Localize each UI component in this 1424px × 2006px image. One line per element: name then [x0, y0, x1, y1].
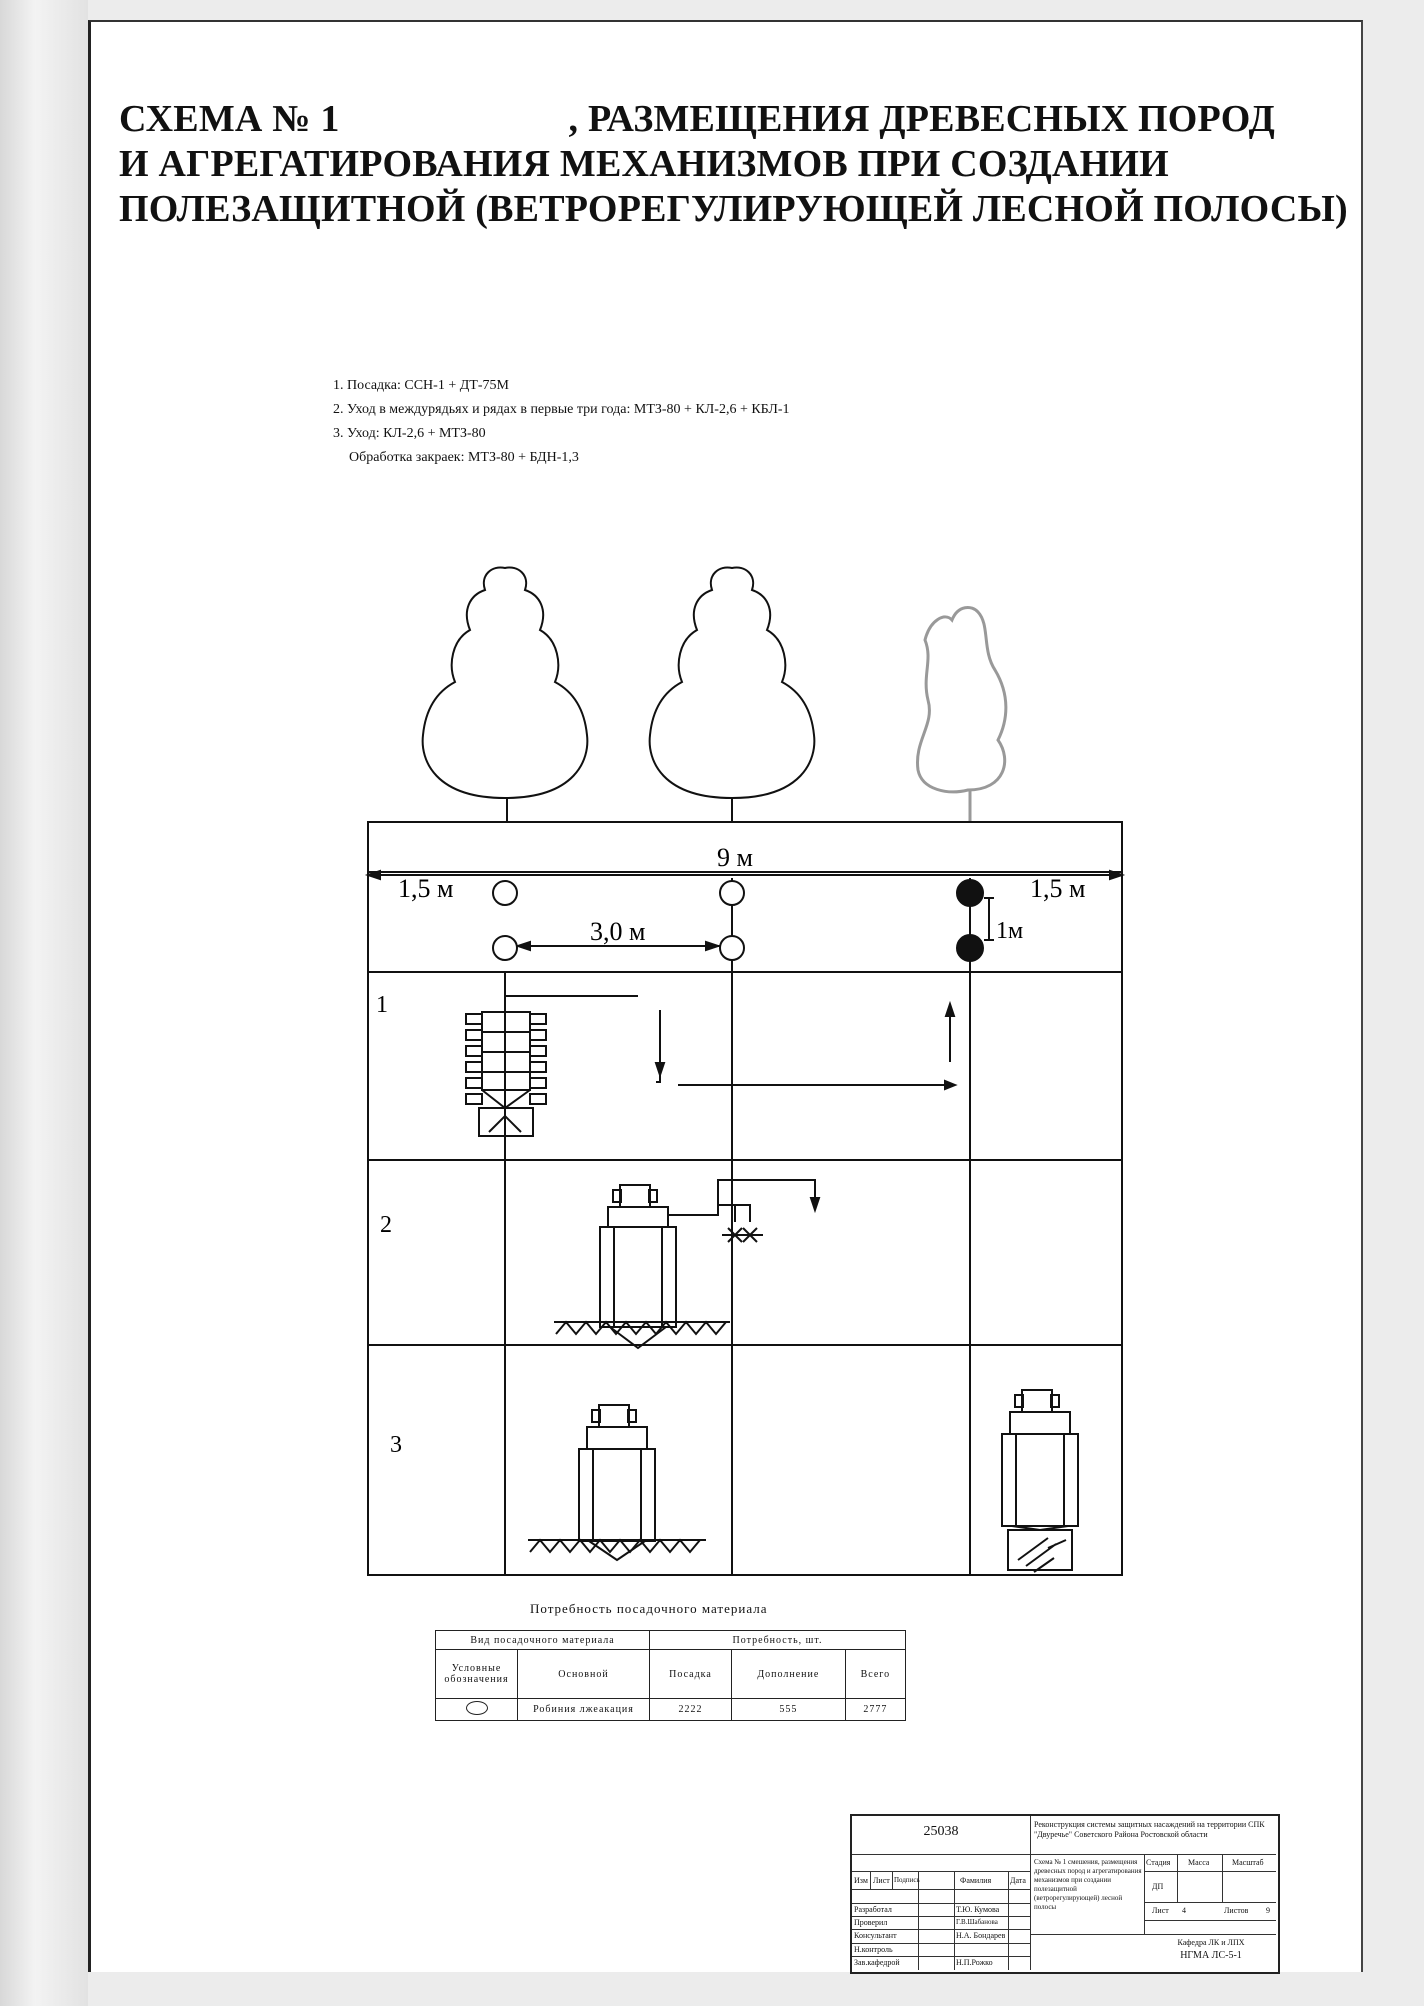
- title-line3: ПОЛЕЗАЩИТНОЙ (ВЕТРОРЕГУЛИРУЮЩЕЙ ЛЕСНОЙ ПОЛОСЫ): [119, 188, 1348, 230]
- tractor-cultivator-icon: [554, 1180, 819, 1348]
- circle-symbol-icon: [466, 1701, 488, 1715]
- robinia-seedling-marker: [720, 936, 744, 960]
- stage-label: Стадия: [1146, 1858, 1171, 1867]
- name-developer: Т.Ю. Кумова: [956, 1905, 1000, 1914]
- note-3: 3. Уход: КЛ-2,6 + МТЗ-80: [333, 426, 486, 441]
- stage-value: ДП: [1152, 1882, 1164, 1891]
- column-header: Всего: [845, 1650, 905, 1699]
- movement-path: [656, 1004, 955, 1089]
- col-list: Лист: [873, 1876, 890, 1885]
- table-row: [436, 1699, 906, 1721]
- col-signature: Подпись: [894, 1876, 920, 1884]
- title-line1-end: , РАЗМЕЩЕНИЯ ДРЕВЕСНЫХ ПОРОД: [568, 98, 1275, 140]
- table-row: [436, 1631, 906, 1650]
- role-consultant: Консультант: [854, 1931, 897, 1940]
- sheet-description: Схема № 1 смешения, размещения древесных пород и агрегатирования механизмов при создании полезащитной (ветрорегулирующей) лесной полосы: [1034, 1858, 1142, 1911]
- planting-material-table: [435, 1630, 906, 1721]
- department: Кафедра ЛК и ЛПХ: [1177, 1938, 1245, 1947]
- sheets-label: Листов: [1224, 1906, 1249, 1915]
- robinia-seedling-marker: [493, 936, 517, 960]
- shrub-seedling-marker: [957, 935, 983, 961]
- title-block: [850, 1814, 1280, 1974]
- dim-total-width: 9 м: [717, 843, 753, 872]
- robinia-seedling-marker: [720, 881, 744, 905]
- row-number-3: 3: [390, 1432, 402, 1458]
- dim-row-spacing: 3,0 м: [590, 917, 646, 946]
- sheets-total: 9: [1266, 1906, 1270, 1915]
- legend-symbol-cell: [436, 1699, 518, 1721]
- col-date: Дата: [1010, 1876, 1026, 1885]
- planting-table-caption: Потребность посадочного материала: [530, 1601, 768, 1616]
- column-header: Дополнение: [731, 1650, 845, 1699]
- role-norm-control: Н.контроль: [854, 1945, 893, 1954]
- role-head-of-dept: Зав.кафедрой: [854, 1958, 900, 1967]
- role-developer: Разработал: [854, 1905, 892, 1914]
- institution: НГМА ЛС-5-1: [1180, 1950, 1242, 1961]
- column-header: Посадка: [650, 1650, 732, 1699]
- planting-machine-icon: [466, 996, 638, 1136]
- table-row: [436, 1650, 906, 1699]
- header-demand: Потребность, шт.: [650, 1631, 906, 1650]
- disk-harrow-tractor-icon: [1002, 1390, 1078, 1572]
- name-checker: Г.В.Шабанова: [956, 1918, 998, 1926]
- tractor-cultivator-icon: [528, 1405, 706, 1560]
- dim-edge-right: 1,5 м: [1030, 874, 1086, 903]
- robinia-seedling-marker: [493, 881, 517, 905]
- tree-icon: [423, 567, 588, 822]
- name-head-of-dept: Н.П.Рожко: [956, 1958, 993, 1967]
- total-count-cell: 2777: [845, 1699, 905, 1721]
- title-line2: И АГРЕГАТИРОВАНИЯ МЕХАНИЗМОВ ПРИ СОЗДАНИИ: [119, 143, 1169, 185]
- species-cell: Робиния лжеакация: [518, 1699, 650, 1721]
- scale-label: Масштаб: [1232, 1858, 1264, 1867]
- column-header: Основной: [518, 1650, 650, 1699]
- seedling-positions: [493, 880, 983, 961]
- mass-label: Масса: [1188, 1858, 1210, 1867]
- row-number-2: 2: [380, 1212, 392, 1238]
- note-4: Обработка закраек: МТЗ-80 + БДН-1,3: [349, 450, 579, 465]
- header-material-type: Вид посадочного материала: [436, 1631, 650, 1650]
- sheet-label: Лист: [1152, 1906, 1169, 1915]
- col-surname: Фамилия: [960, 1876, 992, 1885]
- shrub-icon: [917, 607, 1005, 822]
- project-title: Реконструкция системы защитных насаждений на территории СПК "Двуречье" Советского Района Ростовской области: [1034, 1820, 1265, 1839]
- shrub-seedling-marker: [957, 880, 983, 906]
- sheet-number: 4: [1182, 1906, 1186, 1915]
- doc-code: 25038: [923, 1824, 959, 1839]
- planting-count-cell: 2222: [650, 1699, 732, 1721]
- col-izm: Изм: [854, 1876, 868, 1885]
- note-1: 1. Посадка: ССН-1 + ДТ-75М: [333, 378, 509, 393]
- note-2: 2. Уход в междурядьях и рядах в первые три года: МТЗ-80 + КЛ-2,6 + КБЛ-1: [333, 402, 790, 417]
- title-line1-start: СХЕМА № 1: [119, 98, 340, 140]
- tree-icon: [650, 567, 815, 822]
- dim-edge-left: 1,5 м: [398, 874, 454, 903]
- dim-in-row-spacing: 1м: [996, 918, 1024, 944]
- role-checker: Проверил: [854, 1918, 888, 1927]
- additional-count-cell: 555: [731, 1699, 845, 1721]
- row-number-1: 1: [376, 992, 388, 1018]
- name-consultant: Н.А. Бондарев: [956, 1931, 1006, 1940]
- column-header: Условные обозначения: [436, 1650, 518, 1699]
